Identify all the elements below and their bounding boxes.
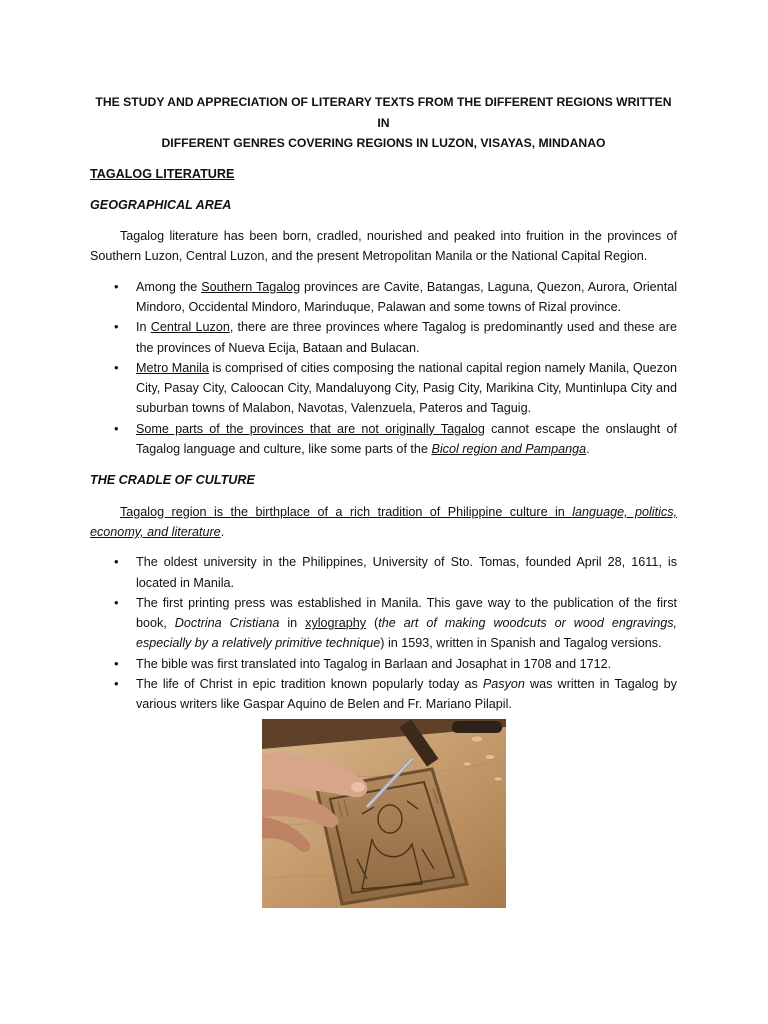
geography-bullet-list	[90, 277, 677, 460]
list-item: • In Central Luzon, there are three provinces where Tagalog is predominantly used and these are the provinces of Nueva Ecija, Bataan and Bulacan.	[90, 317, 677, 358]
underlined-term: Southern Tagalog	[201, 279, 301, 294]
woodcut-engraving-photo	[262, 719, 506, 908]
document-page	[90, 92, 677, 715]
section-heading-cradle-of-culture: THE CRADLE OF CULTURE	[90, 473, 255, 488]
list-item: • Among the Southern Tagalog provinces are Cavite, Batangas, Laguna, Quezon, Aurora, Oriental Mindoro, Occidental Mindoro, Marinduque, Palawan and some towns of Rizal province.	[90, 277, 677, 318]
paragraph-cradle-intro: Tagalog region is the birthplace of a rich tradition of Philippine culture in language, politics, economy, and literature.	[90, 504, 677, 539]
underlined-term: Some parts of the provinces that are not originally Tagalog	[136, 421, 485, 436]
list-item: • Some parts of the provinces that are not originally Tagalog cannot escape the onslaught of Tagalog language and culture, like some parts of the Bicol region and Pampanga.	[90, 419, 677, 460]
list-item: • Metro Manila is comprised of cities composing the national capital region namely Manila, Quezon City, Pasay City, Caloocan City, Mandaluyong City, Pasig City, Marikina City, Muntinlupa City and suburban towns of Malabon, Navotas, Valenzuela, Pateros and Taguig.	[90, 358, 677, 419]
underlined-italic-term: Bicol region and Pampanga	[431, 442, 587, 457]
document-title: THE STUDY AND APPRECIATION OF LITERARY TEXTS FROM THE DIFFERENT REGIONS WRITTEN IN DIFFERENT GENRES COVERING REGIONS IN LUZON, VISAYAS, MINDANAO	[95, 95, 672, 150]
list-item: • The bible was first translated into Tagalog in Barlaan and Josaphat in 1708 and 1712.	[90, 654, 677, 674]
woodcut-engraving-icon	[262, 719, 506, 908]
paragraph-intro: Tagalog literature has been born, cradled, nourished and peaked into fruition in the provinces of Southern Luzon, Central Luzon, and the present Metropolitan Manila or the National Capital Region.	[90, 229, 677, 264]
list-item: • The first printing press was established in Manila. This gave way to the publication of the first book, Doctrina Cristiana in xylography (the art of making woodcuts or wood engravings, especially by a relatively primitive technique) in 1593, written in Spanish and Tagalog versions.	[90, 593, 677, 654]
subheading-geographical-area: GEOGRAPHICAL AREA	[90, 197, 232, 212]
underlined-term: xylography	[305, 616, 367, 631]
culture-bullet-list	[90, 552, 677, 714]
list-item: • The life of Christ in epic tradition known popularly today as Pasyon was written in Tagalog by various writers like Gaspar Aquino de Belen and Fr. Mariano Pilapil.	[90, 674, 677, 715]
underlined-term: Central Luzon	[150, 320, 230, 335]
underlined-term: Metro Manila	[136, 360, 209, 375]
list-item: • The oldest university in the Philippines, University of Sto. Tomas, founded April 28, 1611, is located in Manila.	[90, 552, 677, 593]
section-heading-tagalog-literature: TAGALOG LITERATURE	[90, 166, 235, 181]
